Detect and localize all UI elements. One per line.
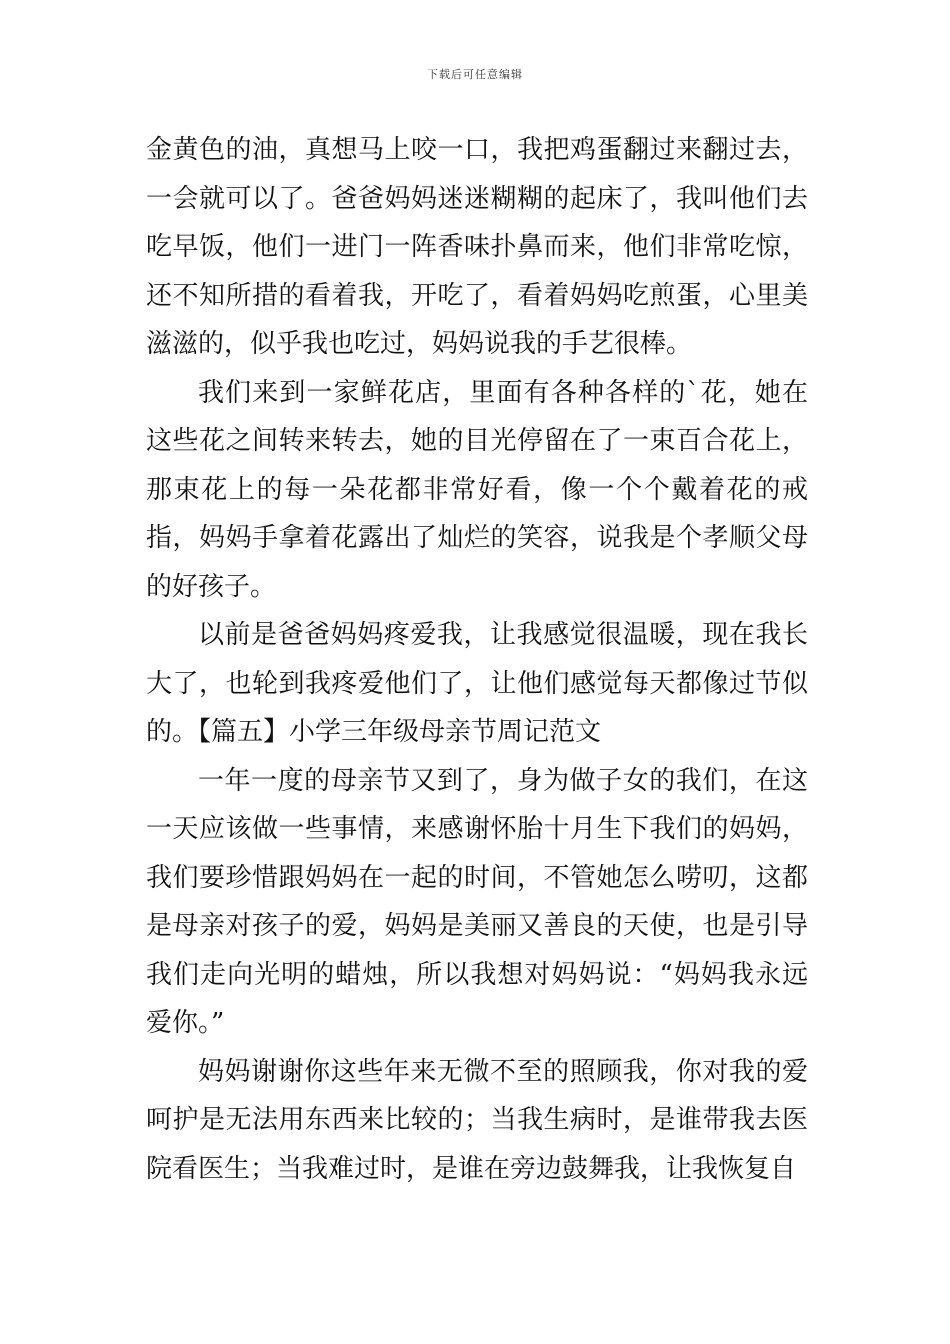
paragraph-4: 一年一度的母亲节又到了，身为做子女的我们，在这一天应该做一些事情，来感谢怀胎十月生下我们的妈妈，我们要珍惜跟妈妈在一起的时间，不管她怎么唠叨，这都是母亲对孩子的爱，妈妈是美丽又善良的天使，也是引导我们走向光明的蜡烛，所以我想对妈妈说：“妈妈我永远爱你。” xyxy=(146,765,808,1038)
paragraph-3: 以前是爸爸妈妈疼爱我，让我感觉很温暖，现在我长大了，也轮到我疼爱他们了，让他们感觉每天都像过节似的。【篇五】小学三年级母亲节周记范文 xyxy=(146,620,808,747)
paragraph-5: 妈妈谢谢你这些年来无微不至的照顾我，你对我的爱呵护是无法用东西来比较的；当我生病时，是谁带我去医院看医生；当我难过时，是谁在旁边鼓舞我，让我恢复自 xyxy=(146,1056,808,1184)
paragraph-2: 我们来到一家鲜花店，里面有各种各样的`花，她在这些花之间转来转去，她的目光停留在了一束百合花上，那束花上的每一朵花都非常好看，像一个个戴着花的戒指，妈妈手拿着花露出了灿烂的笑容，说我是个孝顺父母的好孩子。 xyxy=(146,377,808,602)
document-body xyxy=(146,126,808,1193)
page-header: 下载后可任意编辑 xyxy=(427,68,523,81)
paragraph-1: 金黄色的油，真想马上咬一口，我把鸡蛋翻过来翻过去，一会就可以了。爸爸妈妈迷迷糊糊的起床了，我叫他们去吃早饭，他们一进门一阵香味扑鼻而来，他们非常吃惊，还不知所措的看着我，开吃了，看着妈妈吃煎蛋，心里美滋滋的，似乎我也吃过，妈妈说我的手艺很棒。 xyxy=(146,135,808,359)
